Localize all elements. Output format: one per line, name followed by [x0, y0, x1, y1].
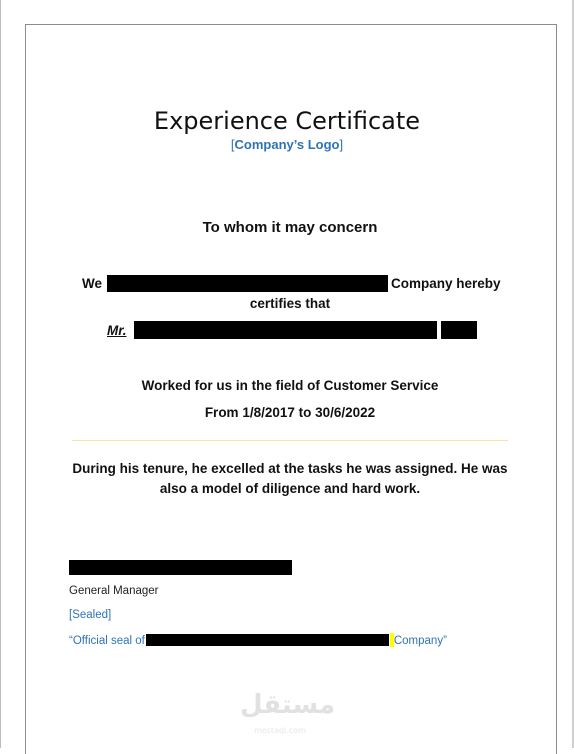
signatory-role: General Manager: [69, 585, 159, 597]
company-logo-placeholder: [0, 137, 574, 152]
certificate-title: Experience Certificate: [153, 107, 421, 135]
logo-bracket-close: ]: [339, 137, 344, 152]
redacted-company-name: [107, 275, 388, 292]
redacted-employee-surname: [441, 321, 477, 339]
tenure-paragraph: During his tenure, he excelled at the tasks he was assigned. He was also a model of diligence and hard work.: [72, 461, 508, 496]
redacted-seal-company: [146, 634, 389, 646]
salutation: To whom it may concern: [202, 219, 378, 236]
seal-suffix: Company”: [393, 635, 447, 648]
redacted-employee-name: [134, 321, 437, 339]
watermark-url: mostaql.com: [254, 726, 306, 735]
mr-label: Mr.: [107, 323, 127, 338]
section-divider: [72, 440, 508, 441]
logo-placeholder-text: Company’s Logo: [234, 137, 340, 152]
seal-prefix: “Official seal of: [69, 635, 145, 648]
employment-dates: From 1/8/2017 to 30/6/2022: [204, 405, 376, 420]
certifies-that-text: certifies that: [249, 296, 331, 311]
company-hereby-text: Company hereby: [391, 276, 501, 291]
official-seal-line: [69, 633, 447, 649]
worked-field-line: Worked for us in the field of Customer Service: [141, 378, 439, 393]
watermark-logo: مستقل: [240, 690, 336, 720]
redacted-signatory-name: [69, 560, 292, 575]
sealed-label: [Sealed]: [69, 609, 112, 621]
we-label: We: [82, 276, 103, 291]
logo-bracket-open: [: [230, 137, 235, 152]
